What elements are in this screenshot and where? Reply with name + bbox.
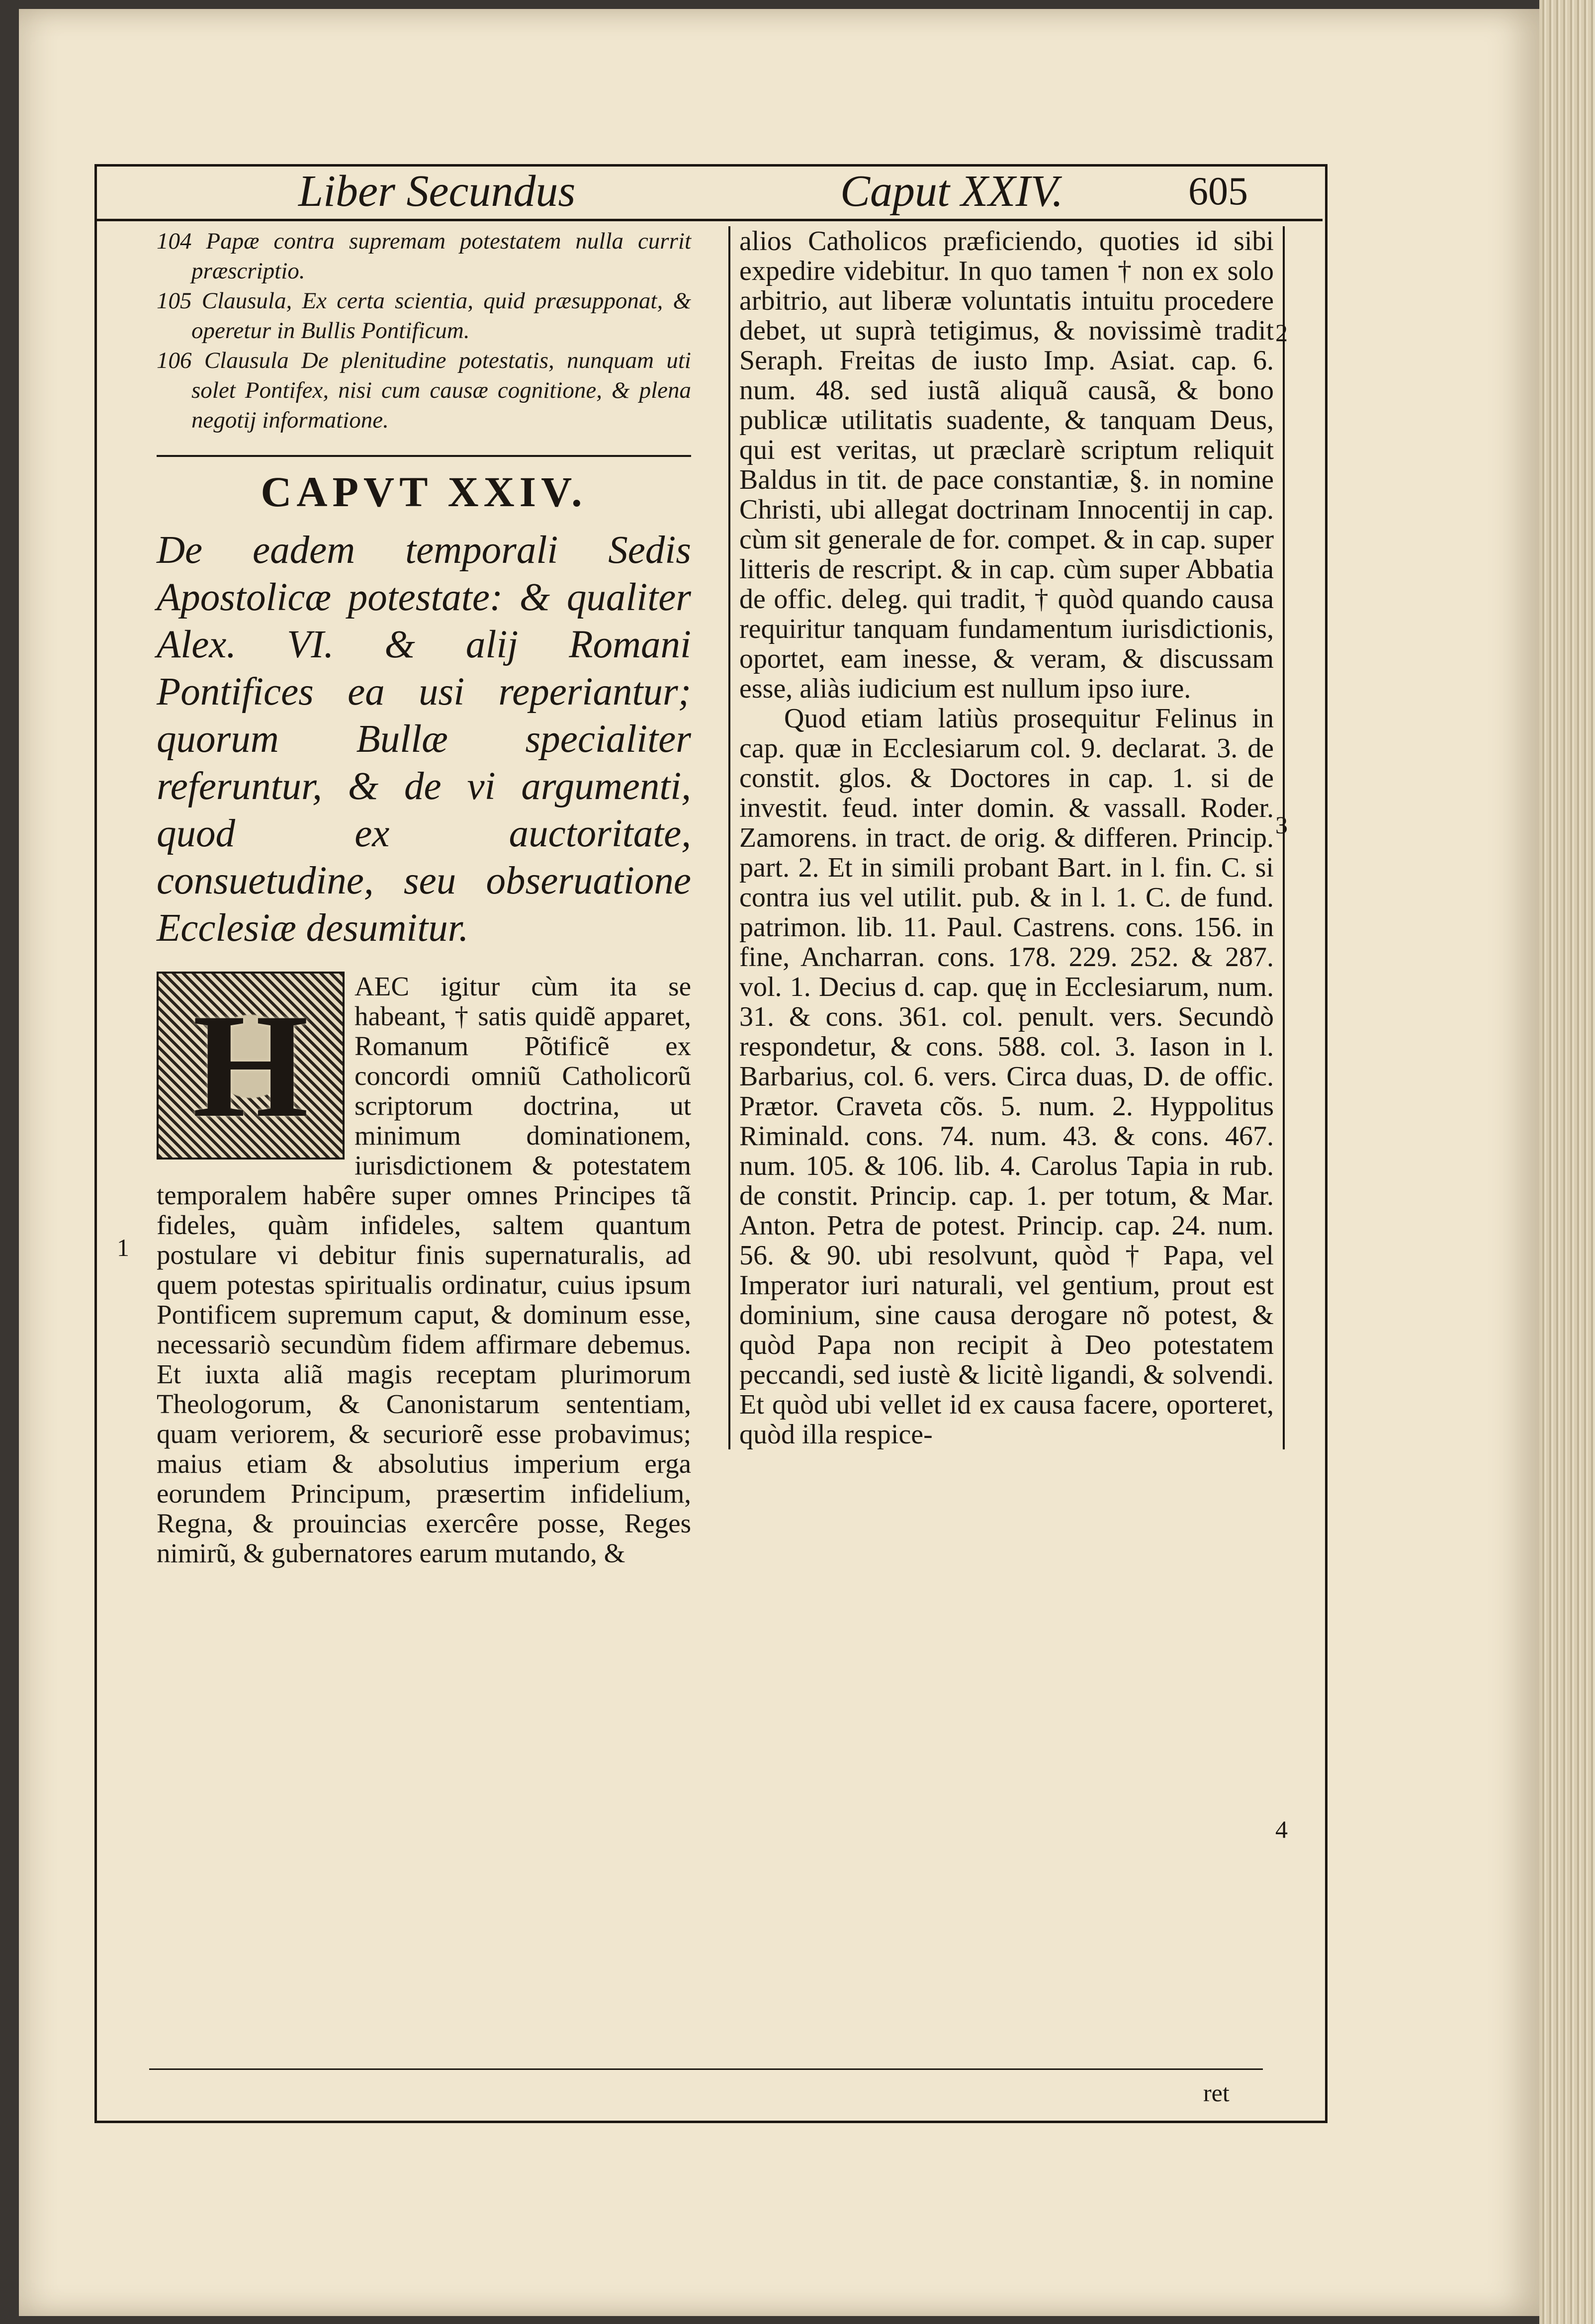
running-title-right: Caput XXIV. (840, 167, 1063, 216)
chapter-summary (157, 226, 691, 435)
margin-number-4: 4 (1275, 1815, 1288, 1843)
margin-number-3: 3 (1275, 811, 1288, 839)
right-paragraph: Quod etiam latiùs prosequitur Felinus in cap. quæ in Ecclesiarum col. 9. declarat. 3. de constit. glos. & Doctores in cap. 1. si de investit. feud. inter domin. & vassall. Roder. Zamorens. in tract. de orig. & differen. Princip. part. 2. Et in simili probant Bart. in l. fin. C. si contra ius vel utilit. pub. & in l. 1. C. de fund. patrimon. lib. 11. Paul. Castrens. cons. 156. in fine, Ancharran. cons. 178. 229. 252. & 287. vol. 1. Decius d. cap. quę in Ecclesiarum, num. 31. & cons. 361. col. penult. vers. Secundò respondetur, & cons. 588. col. 3. Iason in l. Barbarius, col. 6. vers. Circa duas, D. de offic. Prætor. Craveta cõs. 5. num. 2. Hyppolitus Riminald. cons. 74. num. 43. & cons. 467. num. 105. & 106. lib. 4. Carolus Tapia in rub. de constit. Princip. cap. 1. per totum, & Mar. Anton. Petra de potest. Princip. cap. 24. num. 56. & 90. ubi resolvunt, quòd † Papa, vel Imperator iuri naturali, vel gentium, prout est dominium, sine causa derogare nõ potest, & quòd Papa non recipit à Deo potestatem peccandi, sed iustè & licitè ligandi, & solvendi. Et quòd ubi vellet id ex causa facere, oporteret, quòd illa respice- (739, 703, 1274, 1450)
summary-item: 104 Papæ contra supremam potestatem nulla currit præscriptio. (157, 228, 691, 284)
chapter-title: CAPVT XXIV. (261, 468, 587, 516)
summary-divider (157, 455, 691, 457)
left-body-text: AEC igitur cùm ita se habeant, † satis quidẽ apparet, Romanum Põtificẽ ex concordi omniũ Catholicorũ scriptorum doctrina, ut minimum dominationem, iurisdictionem & potestatem temporalem habêre super omnes Principes tã fideles, quàm infideles, saltem quantum postulare vi debitur finis supernaturalis, ad quem potestas spiritualis ordinatur, cuius ipsum Pontificem supremum caput, & dominum esse, necessariò secundùm fidem affirmare debemus. Et iuxta aliã magis receptam plurimorum Theologorum, & Canonistarum sententiam, quam veriorem, & securiorẽ esse probavimus; maius etiam & absolutius imperium erga eorundem Principum, præsertim infidelium, Regna, & prouincias exercêre posse, Reges nimirũ, & gubernatores earum mutando, & (157, 971, 691, 1568)
left-column (157, 226, 691, 1568)
running-title-left: Liber Secundus (298, 167, 576, 216)
summary-item: 105 Clausula, Ex certa scientia, quid præsupponat, & operetur in Bullis Pontificum. (157, 288, 691, 344)
catchword: ret (1203, 2079, 1230, 2107)
right-paragraph: alios Catholicos præficiendo, quoties id sibi expedire videbitur. In quo tamen † non ex solo arbitrio, aut liberæ voluntatis intuitu procedere debet, ut suprà tetigimus, & novissimè tradit Seraph. Freitas de iusto Imp. Asiat. cap. 6. num. 48. sed iustã aliquã causã, & bono publicæ utilitatis suadente, & tanquam Deus, qui est veritas, ut præclarè scriptum reliquit Baldus in tit. de pace constantiæ, §. in nomine Christi, ubi allegat doctrinam Innocentij in cap. cùm sit generale de for. compet. & in cap. super litteris de rescript. & in cap. cùm super Abbatia de offic. deleg. qui tradit, † quòd quando causa requiritur tanquam fundamentum iurisdictionis, oportet, eam inesse, & veram, & discussam esse, aliàs iudicium est nullum ipso iure. (739, 226, 1274, 704)
bottom-rule (149, 2068, 1263, 2070)
initial-letter: H (192, 983, 309, 1148)
right-column (728, 226, 1285, 1449)
margin-number-1: 1 (117, 1234, 129, 1261)
summary-item: 106 Clausula De plenitudine potestatis, nunquam uti solet Pontifex, nisi cum causæ cognitione, & plena negotij informatione. (157, 348, 691, 433)
header-rule (94, 219, 1323, 221)
margin-number-2: 2 (1275, 319, 1288, 347)
chapter-subtitle: De eadem temporali Sedis Apostolicæ potestate: & qualiter Alex. VI. & alij Romani Pontifices ea usi reperiantur; quorum Bullæ specialiter referuntur, & de vi argumenti, quod ex auctoritate, consuetudine, seu obseruatione Ecclesiæ desumitur. (157, 529, 691, 950)
book-fore-edge (1539, 0, 1595, 2324)
decorated-initial (157, 972, 345, 1160)
right-body-text (739, 226, 1274, 1449)
page-number: 605 (1188, 170, 1248, 213)
